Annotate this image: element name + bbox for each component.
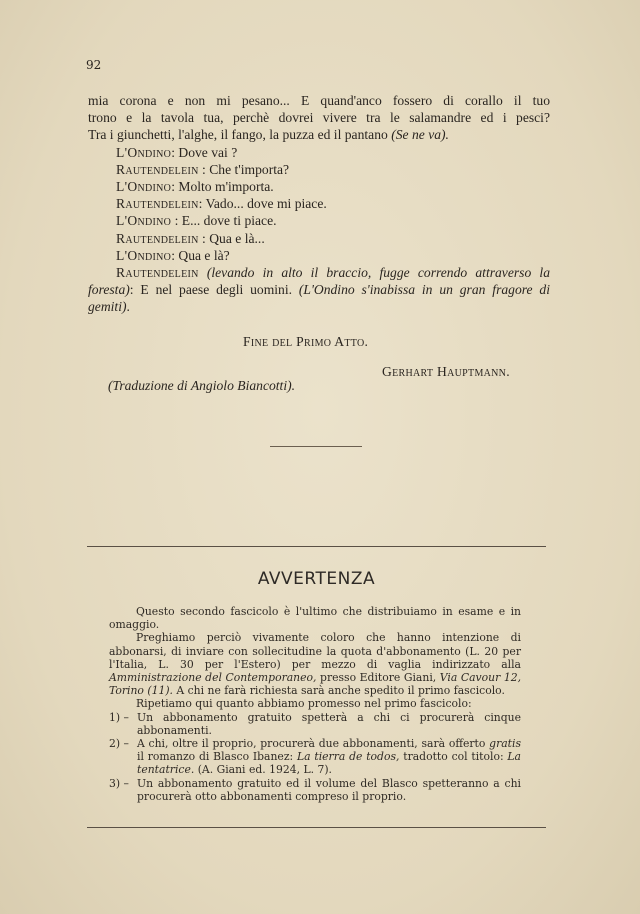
opening-paragraph xyxy=(88,92,550,144)
dialogue-line xyxy=(88,144,550,161)
text-segment: presso Editore Giani, xyxy=(316,671,440,685)
text-segment: A chi, oltre il proprio, procurerà due abbonamenti, sarà offerto xyxy=(137,737,490,751)
stage-direction: (Se ne va). xyxy=(391,127,449,143)
text-line: mia corona e non mi pesano... E quand'anco fossero di corallo il tuo xyxy=(88,93,550,108)
stage-direction: (levando in alto il braccio, fugge correndo attraverso la foresta) xyxy=(88,265,550,298)
dialogue-text: Vado... dove mi piace. xyxy=(205,196,327,212)
dialogue-line xyxy=(88,195,550,212)
notice-paragraph xyxy=(109,631,521,697)
dialogue-line xyxy=(88,161,550,178)
stage-direction: (L'Ondino s'inabissa in un gran fragore di gemiti) xyxy=(88,282,550,315)
publisher-name: Amministrazione del Contemporaneo, xyxy=(109,671,317,685)
page-number: 92 xyxy=(86,58,102,72)
speaker-name: Rautendelein xyxy=(116,196,199,212)
text-segment: tradotto col titolo: xyxy=(399,750,508,764)
dialogue-text: Qua e là? xyxy=(178,247,230,263)
author-signature: Gerhart Hauptmann. xyxy=(382,364,510,379)
speaker-name: Rautendelein xyxy=(116,161,199,177)
item-number: 1) – xyxy=(109,710,129,724)
book-title: La tierra de todos, xyxy=(296,750,400,764)
item-number: 3) – xyxy=(109,776,129,790)
text-segment: A chi ne farà richiesta sarà anche spedito il primo fascicolo. xyxy=(172,684,505,698)
speaker-name: L'Ondino xyxy=(116,213,172,229)
item-text: Un abbonamento gratuito ed il volume del Blasco spetteranno a chi procurerà otto abbonamenti compreso il proprio. xyxy=(137,776,521,803)
dialogue-line xyxy=(88,247,550,264)
section-divider xyxy=(270,446,362,447)
dialogue-text: Dove vai ? xyxy=(178,144,238,160)
separator: : xyxy=(171,179,179,195)
separator: : xyxy=(198,230,210,246)
separator: : xyxy=(198,161,210,177)
text-line xyxy=(88,126,550,143)
end-of-act: Fine del Primo Atto. xyxy=(243,334,369,349)
separator: : xyxy=(171,144,179,160)
punctuation: . xyxy=(126,299,130,315)
speaker-name: Rautendelein xyxy=(116,265,199,281)
dialogue-line xyxy=(88,212,550,229)
dialogue-text: E... dove ti piace. xyxy=(181,213,277,229)
item-text xyxy=(137,737,521,777)
speaker-name: L'Ondino xyxy=(116,247,172,263)
list-item xyxy=(109,777,521,803)
item-number: 2) – xyxy=(109,737,129,751)
notice-body xyxy=(109,605,521,803)
play-text xyxy=(88,92,550,316)
text-segment: gratis xyxy=(489,737,521,751)
final-dialogue xyxy=(88,264,550,316)
text-segment: Tra i giunchetti, l'alghe, il fango, la puzza ed il pantano xyxy=(88,127,392,143)
notice-box xyxy=(87,546,546,828)
list-item xyxy=(109,711,521,737)
dialogue-text: : E nel paese degli uomini. xyxy=(129,282,299,298)
translation-credit: (Traduzione di Angiolo Biancotti). xyxy=(108,378,296,393)
separator: : xyxy=(198,196,206,212)
dialogue-text: Qua e là... xyxy=(209,230,265,246)
speaker-name: L'Ondino xyxy=(116,179,172,195)
list-item xyxy=(109,737,521,777)
text-segment: Preghiamo perciò vivamente coloro che hanno intenzione di abbonarsi, di inviare con sollecitudine la quota d'abbonamento (L. 20 per l'Italia, L. 30 per l'Estero) per mezzo di vaglia indirizzato alla xyxy=(109,631,521,671)
speaker-name: Rautendelein xyxy=(116,230,199,246)
text-segment: il romanzo di Blasco Ibanez: xyxy=(137,750,297,764)
separator: : xyxy=(171,247,179,263)
dialogue-line xyxy=(88,230,550,247)
notice-paragraph: Questo secondo fascicolo è l'ultimo che distribuiamo in esame e in omaggio. xyxy=(109,605,521,632)
speaker-name: L'Ondino xyxy=(116,144,172,160)
notice-title: AVVERTENZA xyxy=(257,569,376,589)
dialogue-text: Che t'importa? xyxy=(209,161,290,177)
book-title: La tentatrice. xyxy=(137,750,521,777)
publisher-address: Via Cavour 12, Torino (11). xyxy=(109,671,521,698)
dialogue-text: Molto m'importa. xyxy=(178,179,274,195)
dialogue-line xyxy=(88,178,550,195)
item-text: Un abbonamento gratuito spetterà a chi ci procurerà cinque abbonamenti. xyxy=(137,710,521,737)
text-line: trono e la tavola tua, perchè dovrei vivere tra le salamandre ed i pesci? xyxy=(88,110,550,126)
separator: : xyxy=(171,213,182,229)
text-segment: (A. Giani ed. 1924, L. 7). xyxy=(194,763,332,777)
notice-paragraph: Ripetiamo qui quanto abbiamo promesso nel primo fascicolo: xyxy=(136,697,472,711)
